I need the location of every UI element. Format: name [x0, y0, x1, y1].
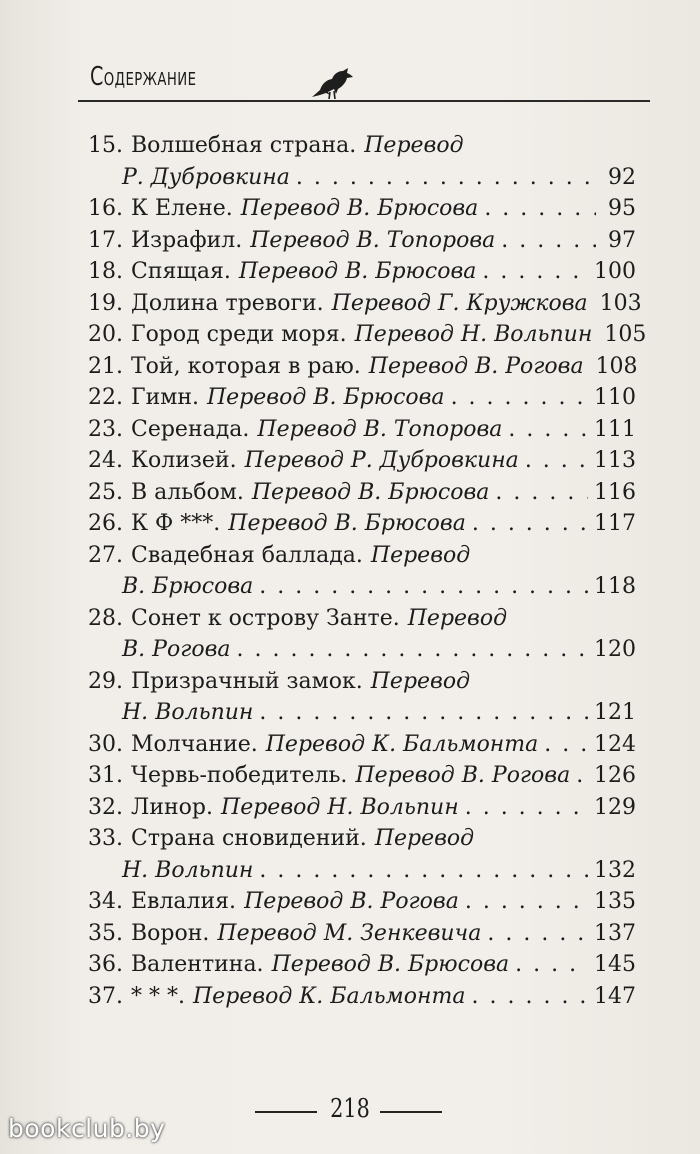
toc-entry-title: Той, которая в раю. — [131, 353, 361, 379]
toc-entry-translator: В. Рогова — [122, 637, 231, 662]
toc-entry-title: Евлалия. — [131, 889, 237, 914]
toc-entry-translator: Перевод Р. Дубровкина — [244, 448, 519, 473]
toc-leader-dots — [472, 981, 588, 1013]
toc-entry — [88, 130, 636, 162]
toc-entry-translator: Перевод В. Рогова — [355, 763, 571, 788]
toc-entry-translator: Перевод В. Брюсова — [238, 259, 477, 284]
toc-entry — [88, 981, 636, 1013]
toc-entry-translator: Перевод — [374, 826, 475, 851]
toc-entry-title: Гимн. — [131, 385, 199, 410]
toc-entry — [88, 823, 636, 855]
toc-entry-translator: Перевод — [370, 542, 471, 568]
toc-entry-translator: Перевод В. Топорова — [250, 227, 496, 253]
toc-entry-page: 129 — [594, 794, 636, 820]
toc-leader-dots — [259, 571, 588, 603]
toc-entry-page: 111 — [594, 416, 636, 442]
toc-entry-number: 23. — [88, 416, 123, 442]
toc-entry-title: * * *. — [131, 983, 185, 1009]
toc-entry — [88, 729, 636, 761]
toc-entry-title: К Ф ***. — [131, 511, 221, 536]
toc-entry-page: 110 — [594, 385, 636, 410]
toc-entry — [88, 603, 636, 635]
toc-entry-page: 126 — [594, 763, 636, 788]
toc-entry-translator: Перевод В. Брюсова — [207, 385, 445, 410]
toc-entry-title: В альбом. — [131, 479, 244, 505]
toc-leader-dots — [495, 477, 588, 509]
toc-entry — [88, 508, 636, 540]
toc-leader-dots — [472, 508, 588, 540]
toc-entry — [88, 855, 636, 887]
toc-leader-dots — [465, 886, 588, 918]
toc-entry-page: 103 — [599, 290, 642, 316]
toc-entry-translator: Перевод В. Топорова — [257, 416, 503, 442]
toc-entry-translator: Перевод В. Рогова — [368, 353, 584, 379]
toc-entry — [88, 540, 636, 572]
toc-entry-title: Ворон. — [131, 920, 210, 946]
toc-entry-translator: Перевод В. Брюсова — [251, 479, 490, 505]
toc-entry — [88, 760, 636, 792]
toc-leader-dots — [525, 445, 588, 477]
toc-entry-number: 24. — [88, 448, 123, 473]
page-title: Содержание — [90, 62, 197, 92]
toc-entry-number: 37. — [88, 983, 123, 1009]
toc-entry-translator: Перевод В. Брюсова — [240, 196, 479, 221]
toc-entry-number: 30. — [88, 731, 123, 757]
header-rule — [78, 100, 650, 102]
toc-entry-page: 147 — [594, 983, 636, 1009]
toc-leader-dots — [259, 855, 588, 887]
toc-entry-page: 95 — [608, 196, 636, 221]
toc-entry — [88, 162, 636, 194]
toc-leader-dots — [487, 918, 588, 950]
toc-entry-translator: Н. Вольпин — [122, 857, 254, 883]
toc-entry — [88, 288, 642, 320]
toc-entry-translator: Перевод В. Брюсова — [228, 511, 466, 536]
toc-entry — [88, 634, 636, 666]
toc-leader-dots — [508, 414, 588, 446]
footer-rule-left — [255, 1111, 317, 1113]
toc-entry-page: 120 — [594, 637, 636, 662]
toc-entry-title: Город среди моря. — [131, 322, 347, 347]
toc-entry-number: 15. — [88, 133, 123, 158]
toc-entry — [88, 477, 636, 509]
toc-entry-title: Серенада. — [131, 416, 250, 442]
toc-entry — [88, 445, 636, 477]
toc-entry-number: 18. — [88, 259, 123, 284]
toc-entry — [88, 949, 636, 981]
toc-entry-title: Линор. — [131, 794, 214, 820]
toc-entry-translator: Перевод В. Брюсова — [271, 952, 510, 977]
toc-entry-page: 92 — [608, 164, 636, 190]
toc-entry-title: К Елене. — [131, 196, 233, 221]
toc-entry-number: 31. — [88, 763, 123, 788]
toc-entry — [88, 886, 636, 918]
toc-entry-number: 29. — [88, 668, 123, 694]
toc-entry-title: Призрачный замок. — [131, 668, 363, 694]
page-header — [78, 58, 650, 108]
toc-entry-number: 22. — [88, 385, 123, 410]
toc-entry-number: 32. — [88, 794, 123, 820]
toc-entry — [88, 382, 636, 414]
toc-entry-number: 19. — [88, 290, 123, 316]
toc-entry-number: 27. — [88, 542, 123, 568]
toc-entry-title: Страна сновидений. — [131, 826, 367, 851]
raven-icon — [310, 64, 354, 100]
toc-entry-title: Валентина. — [131, 952, 264, 977]
watermark: bookclub.by — [8, 1114, 166, 1143]
toc-entry — [88, 571, 636, 603]
toc-entry-translator: Перевод — [364, 133, 464, 158]
toc-entry-title: Израфил. — [131, 227, 243, 253]
toc-leader-dots — [484, 193, 596, 225]
toc-entry-page: 137 — [594, 920, 636, 946]
toc-entry-title: Сонет к острову Занте. — [131, 605, 400, 631]
toc-leader-dots — [296, 162, 596, 194]
toc-leader-dots — [544, 729, 588, 761]
toc-entry — [88, 666, 636, 698]
toc-entry-number: 17. — [88, 227, 123, 253]
toc-entry-translator: Перевод В. Рогова — [244, 889, 459, 914]
toc-entry — [88, 351, 636, 383]
toc-entry-number: 33. — [88, 826, 123, 851]
toc-entry — [88, 319, 647, 351]
toc-entry-page: 108 — [595, 353, 638, 379]
toc-entry-page: 116 — [594, 479, 636, 505]
toc-entry-translator: Перевод — [370, 668, 471, 694]
toc-entry-page: 132 — [594, 857, 636, 883]
toc-entry-number: 26. — [88, 511, 123, 536]
toc-entry-translator: Н. Вольпин — [122, 700, 254, 725]
toc-entry-number: 34. — [88, 889, 123, 914]
toc-entry-translator: Перевод Н. Вольпин — [354, 322, 593, 347]
toc-entry-number: 28. — [88, 605, 123, 631]
toc-entry-page: 121 — [594, 700, 636, 725]
toc-entry-number: 16. — [88, 196, 123, 221]
toc-entry-translator: Р. Дубровкина — [122, 164, 290, 190]
toc-leader-dots — [576, 760, 588, 792]
toc-entry-number: 20. — [88, 322, 123, 347]
toc-entry-page: 145 — [594, 952, 636, 977]
toc-entry-number: 25. — [88, 479, 123, 505]
toc-leader-dots — [237, 634, 589, 666]
toc-entry-number: 21. — [88, 353, 123, 379]
toc-entry — [88, 225, 636, 257]
toc-entry — [88, 414, 636, 446]
toc-entry-page: 117 — [594, 511, 636, 536]
toc-entry — [88, 792, 636, 824]
toc-entry-title: Волшебная страна. — [131, 133, 357, 158]
toc-entry-page: 100 — [594, 259, 636, 284]
toc-entry-page: 105 — [604, 322, 647, 347]
toc-entry-translator: Перевод М. Зенкевича — [217, 920, 482, 946]
footer-rule-right — [380, 1111, 442, 1113]
toc-entry-page: 135 — [594, 889, 636, 914]
toc-entry-translator: Перевод К. Бальмонта — [265, 731, 539, 757]
toc-entry-page: 118 — [594, 574, 636, 599]
toc-entry-title: Свадебная баллада. — [131, 542, 363, 568]
toc-entry-page: 113 — [594, 448, 636, 473]
toc-leader-dots — [515, 949, 588, 981]
toc-leader-dots — [451, 382, 588, 414]
page-number: 218 — [330, 1094, 370, 1124]
toc-entry-title: Колизей. — [131, 448, 237, 473]
toc-entry-title: Долина тревоги. — [131, 290, 324, 316]
toc-leader-dots — [482, 256, 588, 288]
toc-leader-dots — [465, 792, 588, 824]
toc-entry-translator: Перевод Г. Кружкова — [331, 290, 588, 316]
toc-entry-translator: В. Брюсова — [122, 574, 254, 599]
toc-entry-translator: Перевод К. Бальмонта — [192, 983, 466, 1009]
toc-entry-page: 97 — [608, 227, 636, 253]
toc-entry — [88, 193, 636, 225]
toc-entry-title: Спящая. — [131, 259, 231, 284]
toc-entry — [88, 256, 636, 288]
toc-entry-translator: Перевод — [407, 605, 508, 631]
toc-leader-dots — [501, 225, 596, 257]
toc-entry-translator: Перевод Н. Вольпин — [221, 794, 459, 820]
toc-entry — [88, 918, 636, 950]
toc-entry-title: Червь-победитель. — [131, 763, 348, 788]
table-of-contents — [88, 130, 647, 1012]
toc-entry-number: 36. — [88, 952, 123, 977]
toc-entry-title: Молчание. — [131, 731, 258, 757]
toc-entry — [88, 697, 636, 729]
toc-entry-number: 35. — [88, 920, 123, 946]
toc-entry-page: 124 — [594, 731, 636, 757]
toc-leader-dots — [259, 697, 588, 729]
